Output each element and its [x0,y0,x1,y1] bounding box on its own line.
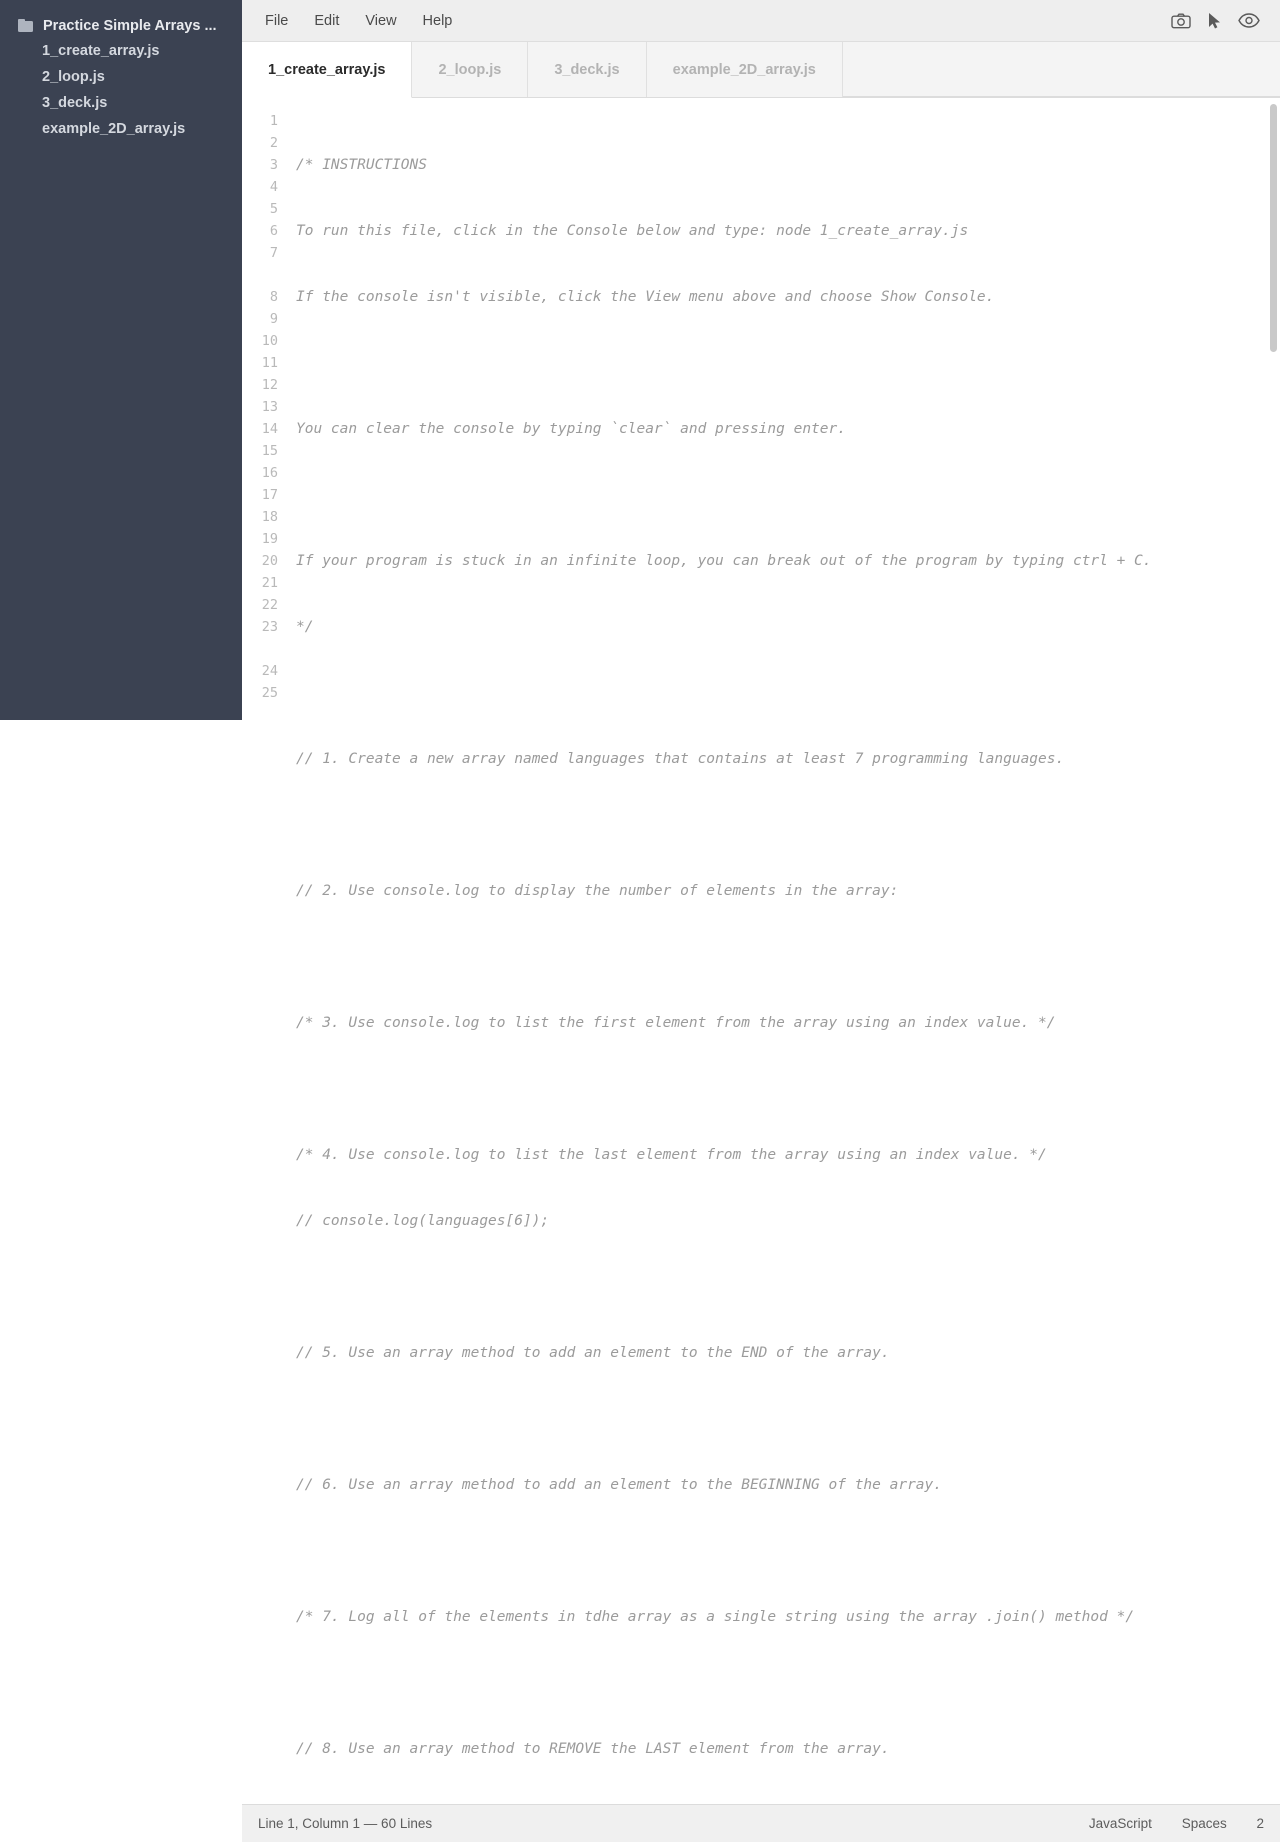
code-line: // 6. Use an array method to add an element to the BEGINNING of the array. [296,1477,943,1493]
line-number: 16 [261,465,278,481]
tab-3-deck[interactable]: 3_deck.js [528,42,646,97]
tab-1-create-array[interactable]: 1_create_array.js [242,42,412,98]
code-line [296,484,1240,506]
code-line: /* 4. Use console.log to list the last element from the array using an index value. */ [296,1147,1047,1163]
line-number: 15 [261,443,278,459]
code-line: /* 7. Log all of the elements in tdhe array as a single string using the array .join() method */ [296,1609,1135,1625]
code-line: // 1. Create a new array named languages that contains at least 7 programming languages. [296,751,1065,767]
code-line [296,814,1240,836]
code-line [296,946,1240,968]
line-number: 2 [269,135,278,151]
sidebar-item-file-3[interactable]: 3_deck.js [42,95,108,111]
status-bar [242,1804,1280,1842]
menu-view[interactable]: View [365,12,397,29]
line-number: 7 [269,245,278,261]
code-line: /* INSTRUCTIONS [296,157,427,173]
line-number: 8 [269,289,278,305]
line-number: 1 [269,113,278,129]
line-number: 17 [261,487,278,503]
cursor-position[interactable]: Line 1, Column 1 — 60 Lines [258,1816,433,1831]
menu-bar [242,0,1280,42]
code-line: If the console isn't visible, click the View menu above and choose Show Console. [296,289,995,305]
project-name: Practice Simple Arrays ... [43,18,217,34]
code-line: */ [296,619,314,635]
code-line [296,682,1240,704]
line-number: 22 [261,597,278,613]
line-number: 4 [269,179,278,195]
code-line: To run this file, click in the Console below and type: node 1_create_array.js [296,223,969,239]
line-number: 14 [261,421,278,437]
code-line [296,1672,1240,1694]
line-number: 18 [261,509,278,525]
code-line: // console.log(languages[6]); [296,1213,550,1229]
sidebar-item-file-1[interactable]: 1_create_array.js [42,43,160,59]
line-number: 6 [269,223,278,239]
code-editor[interactable] [242,98,1280,1804]
tab-example-2d-array[interactable]: example_2D_array.js [647,42,843,97]
indent-mode[interactable]: Spaces [1181,1816,1227,1831]
line-number: 21 [261,575,278,591]
sidebar [0,0,242,720]
editor-area [242,0,1280,1831]
folder-icon [18,20,33,32]
vertical-scrollbar[interactable] [1270,104,1277,352]
camera-icon[interactable] [1164,8,1198,34]
line-number: 11 [261,355,278,371]
code-line: // 5. Use an array method to add an element to the END of the array. [296,1345,890,1361]
line-number: 9 [269,311,278,327]
line-number-gutter [242,98,286,1804]
code-line: You can clear the console by typing `clear` and pressing enter. [296,421,846,437]
line-number: 12 [261,377,278,393]
tab-bar [242,42,1280,98]
tab-bar-filler [843,42,1280,97]
code-line: /* 3. Use console.log to list the first element from the array using an index value. */ [296,1015,1056,1031]
code-line: If your program is stuck in an infinite loop, you can break out of the program by typing ctrl + C. [296,553,1152,569]
menu-file[interactable]: File [265,12,289,29]
sidebar-item-file-4[interactable]: example_2D_array.js [42,121,186,137]
tab-2-loop[interactable]: 2_loop.js [412,42,528,97]
line-number: 10 [261,333,278,349]
code-line [296,352,1240,374]
code-line [296,1078,1240,1100]
menu-help[interactable]: Help [422,12,453,29]
code-line [296,1408,1240,1430]
code-content[interactable] [286,98,1280,1804]
code-line [296,1276,1240,1298]
sidebar-item-file-2[interactable]: 2_loop.js [42,69,105,85]
code-line: // 8. Use an array method to REMOVE the LAST element from the array. [296,1741,890,1757]
code-line [296,1540,1240,1562]
indent-size[interactable]: 2 [1256,1816,1264,1831]
status-right-group [1063,1816,1264,1831]
menu-edit[interactable]: Edit [314,12,340,29]
line-number: 13 [261,399,278,415]
code-line: // 2. Use console.log to display the number of elements in the array: [296,883,899,899]
line-number: 25 [261,685,278,701]
project-root[interactable] [0,14,242,38]
line-number: 23 [261,619,278,635]
line-number: 24 [261,663,278,679]
line-number: 5 [269,201,278,217]
language-mode[interactable]: JavaScript [1088,1816,1152,1831]
line-number: 20 [261,553,278,569]
cursor-pointer-icon[interactable] [1198,8,1232,34]
eye-icon[interactable] [1232,8,1266,34]
line-number: 19 [261,531,278,547]
line-number: 3 [269,157,278,173]
